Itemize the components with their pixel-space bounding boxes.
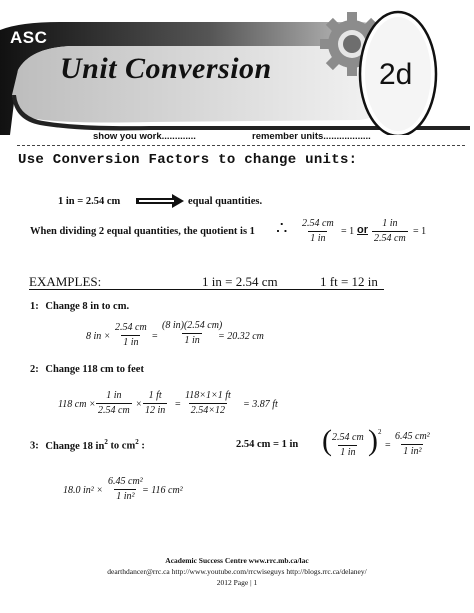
example-3-equality: 2.54 cm = 1 in xyxy=(236,439,299,450)
example-1-factor: $\frac{2.54 cm}{1 in}$ xyxy=(115,322,147,348)
example-1-product: $\frac{(8 in)(2.54 cm)}{1 in}$ xyxy=(162,320,223,346)
asc-badge: ASC xyxy=(10,28,48,47)
example-2-equals: = xyxy=(175,399,181,410)
example-2-product: $\frac{118\times 1\times 1 ft}{2.54\times 12}$ xyxy=(185,390,231,416)
or-label: or xyxy=(357,224,368,236)
divider xyxy=(17,145,465,146)
example-2-factor-2: $\frac{1 ft}{12 in}$ xyxy=(145,390,166,416)
remember-units-note: remember units.................. xyxy=(252,131,371,142)
example-3-lead: 18.0 in² × xyxy=(63,485,104,496)
footer-links: dearthdancer@rrc.ca http://www.youtube.com/rrcwiseguys http://blogs.rrc.ca/delaney/ xyxy=(107,567,367,576)
fraction-cm-over-in: $\frac{2.54 cm}{1 in}$ xyxy=(302,218,334,244)
example-1-equals: = xyxy=(152,331,158,342)
footer-org: Academic Success Centre www.rrc.mb.ca/lac xyxy=(165,556,309,565)
example-1-number: 1: Change 8 in to cm. xyxy=(30,301,130,312)
example-3-result: = 116 cm² xyxy=(142,485,183,496)
fraction-in-over-cm: $\frac{1 in}{2.54 cm}$ xyxy=(374,218,406,244)
therefore-symbol: ∴ xyxy=(276,218,288,238)
equal-quantities-label: equal quantities. xyxy=(188,196,263,207)
example-2-number: 2: Change 118 cm to feet xyxy=(30,364,144,375)
example-2-lead: 118 cm × xyxy=(58,399,96,410)
equals-one: = 1 xyxy=(341,226,355,237)
example-2-factor-1: $\frac{1 in}{2.54 cm}$ xyxy=(98,390,130,416)
example-1-result: = 20.32 cm xyxy=(218,331,264,342)
example-3-area-factor: $\frac{\text{6.45 cm²}}{\text{1 in²}}$ xyxy=(395,431,430,457)
example-3-squared-factor: ( $\frac{2.54 cm}{1 in}$ ) 2 xyxy=(322,424,382,458)
example-3-equals: = xyxy=(385,440,391,451)
page-title: Unit Conversion xyxy=(60,52,272,85)
show-work-note: show you work............. xyxy=(93,131,196,142)
examples-heading: EXAMPLES: xyxy=(29,274,102,289)
example-2-times: × xyxy=(136,399,142,410)
equals-one-2: = 1 xyxy=(413,226,427,237)
arrow-icon xyxy=(136,194,184,208)
footer-page: 2012 Page | 1 xyxy=(216,578,258,587)
example-3-number: 3: Change 18 $in^2$ to $cm^2$ : xyxy=(30,438,145,452)
example-3-calc-factor: $\frac{\text{6.45 cm²}}{\text{1 in²}}$ xyxy=(108,476,143,502)
section-subtitle: Use Conversion Factors to change units: xyxy=(18,152,358,168)
conversion-in-cm: 1 in = 2.54 cm xyxy=(202,274,278,289)
conversion-ft-in: 1 ft = 12 in xyxy=(320,274,378,289)
quotient-statement: When dividing 2 equal quantities, the quotient is 1 xyxy=(30,226,255,237)
example-1-lead: 8 in × xyxy=(86,331,111,342)
examples-underline xyxy=(29,289,384,290)
equality-statement: 1 in = 2.54 cm xyxy=(58,196,121,207)
example-2-result: = 3.87 ft xyxy=(243,399,278,410)
unit-code: 2d xyxy=(379,58,413,91)
